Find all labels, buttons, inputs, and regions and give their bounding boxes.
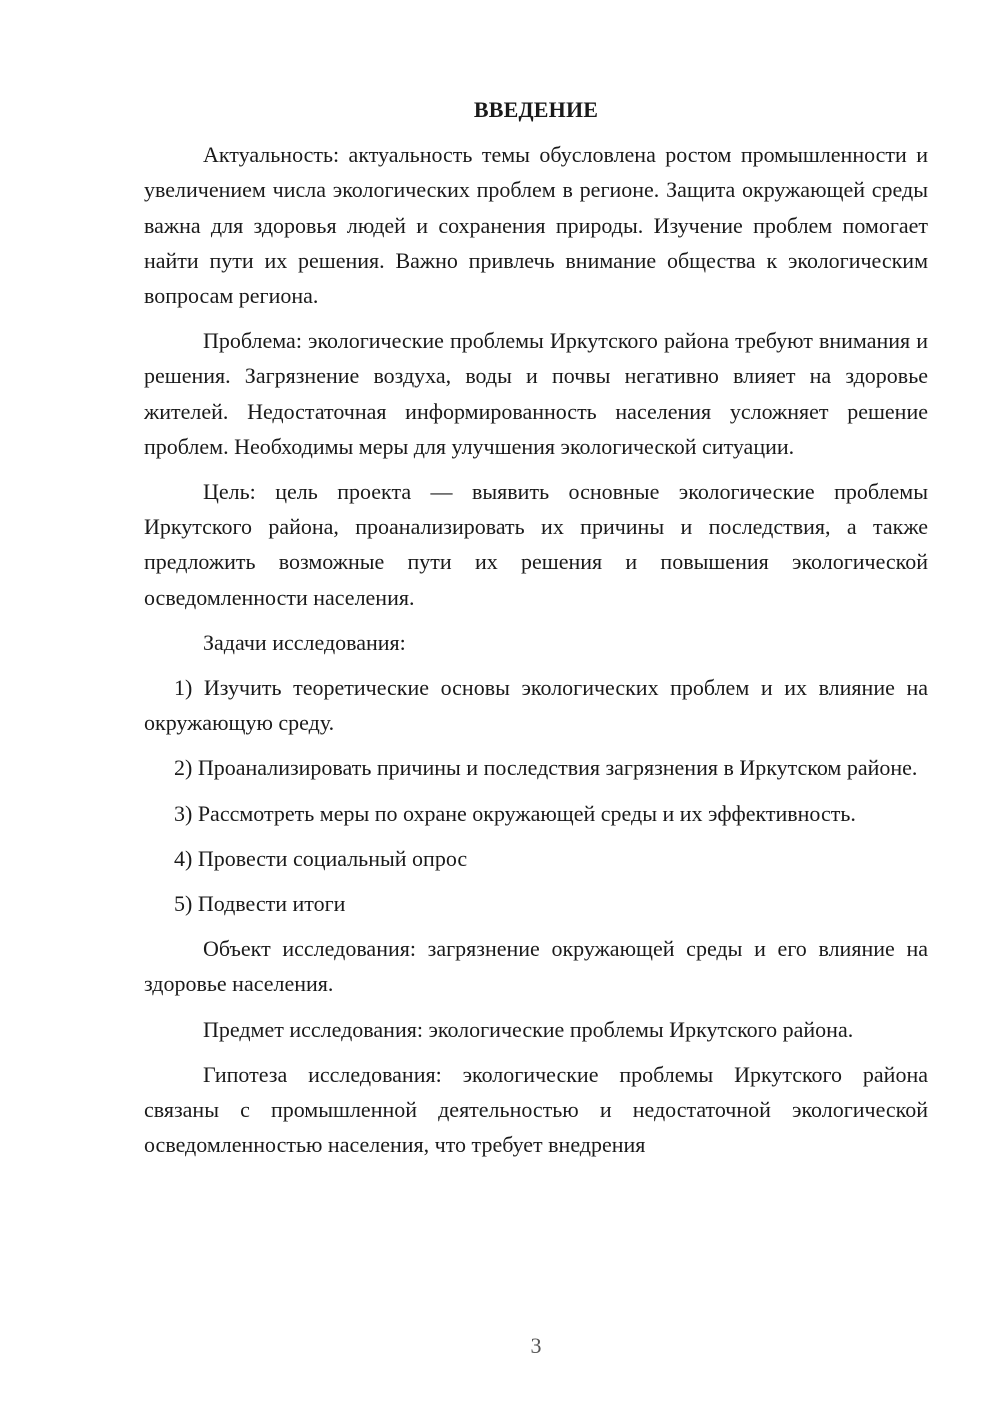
paragraph-relevance: Актуальность: актуальность темы обусловлена ростом промышленности и увеличением числа экологических проблем в регионе. Защита окружающей среды важна для здоровья людей и сохранения природы. Изучение проблем помогает найти пути их решения. Важно привлечь внимание общества к экологическим вопросам региона.	[144, 142, 928, 309]
task-item: 1) Изучить теоретические основы экологических проблем и их влияние на окружающую среду.	[144, 675, 928, 736]
paragraph-object: Объект исследования: загрязнение окружающей среды и его влияние на здоровье населения.	[144, 936, 928, 997]
task-item: 2) Проанализировать причины и последствия загрязнения в Иркутском районе.	[174, 755, 918, 781]
tasks-heading: Задачи исследования:	[203, 629, 406, 655]
paragraph-hypothesis: Гипотеза исследования: экологические проблемы Иркутского района связаны с промышленной деятельностью и недостаточной экологической осведомленностью населения, что требует внедрения	[144, 1061, 928, 1158]
page-number: 3	[530, 1333, 542, 1358]
task-item: 3) Рассмотреть меры по охране окружающей среды и их эффективность.	[174, 800, 856, 826]
page-body	[144, 92, 928, 1172]
paragraph-goal: Цель: цель проекта — выявить основные экологические проблемы Иркутского района, проанализировать их причины и последствия, а также предложить возможные пути их решения и повышения экологической осведомленности населения.	[144, 479, 928, 610]
paragraph-problem: Проблема: экологические проблемы Иркутского района требуют внимания и решения. Загрязнение воздуха, воды и почвы негативно влияет на здоровье жителей. Недостаточная информированность населения усложняет решение проблем. Необходимы меры для улучшения экологической ситуации.	[144, 328, 928, 459]
tasks-list	[144, 670, 928, 921]
task-item: 4) Провести социальный опрос	[174, 845, 468, 871]
task-item: 5) Подвести итоги	[174, 891, 346, 917]
paragraph-subject: Предмет исследования: экологические проблемы Иркутского района.	[203, 1016, 854, 1042]
section-title: ВВЕДЕНИЕ	[473, 97, 599, 122]
